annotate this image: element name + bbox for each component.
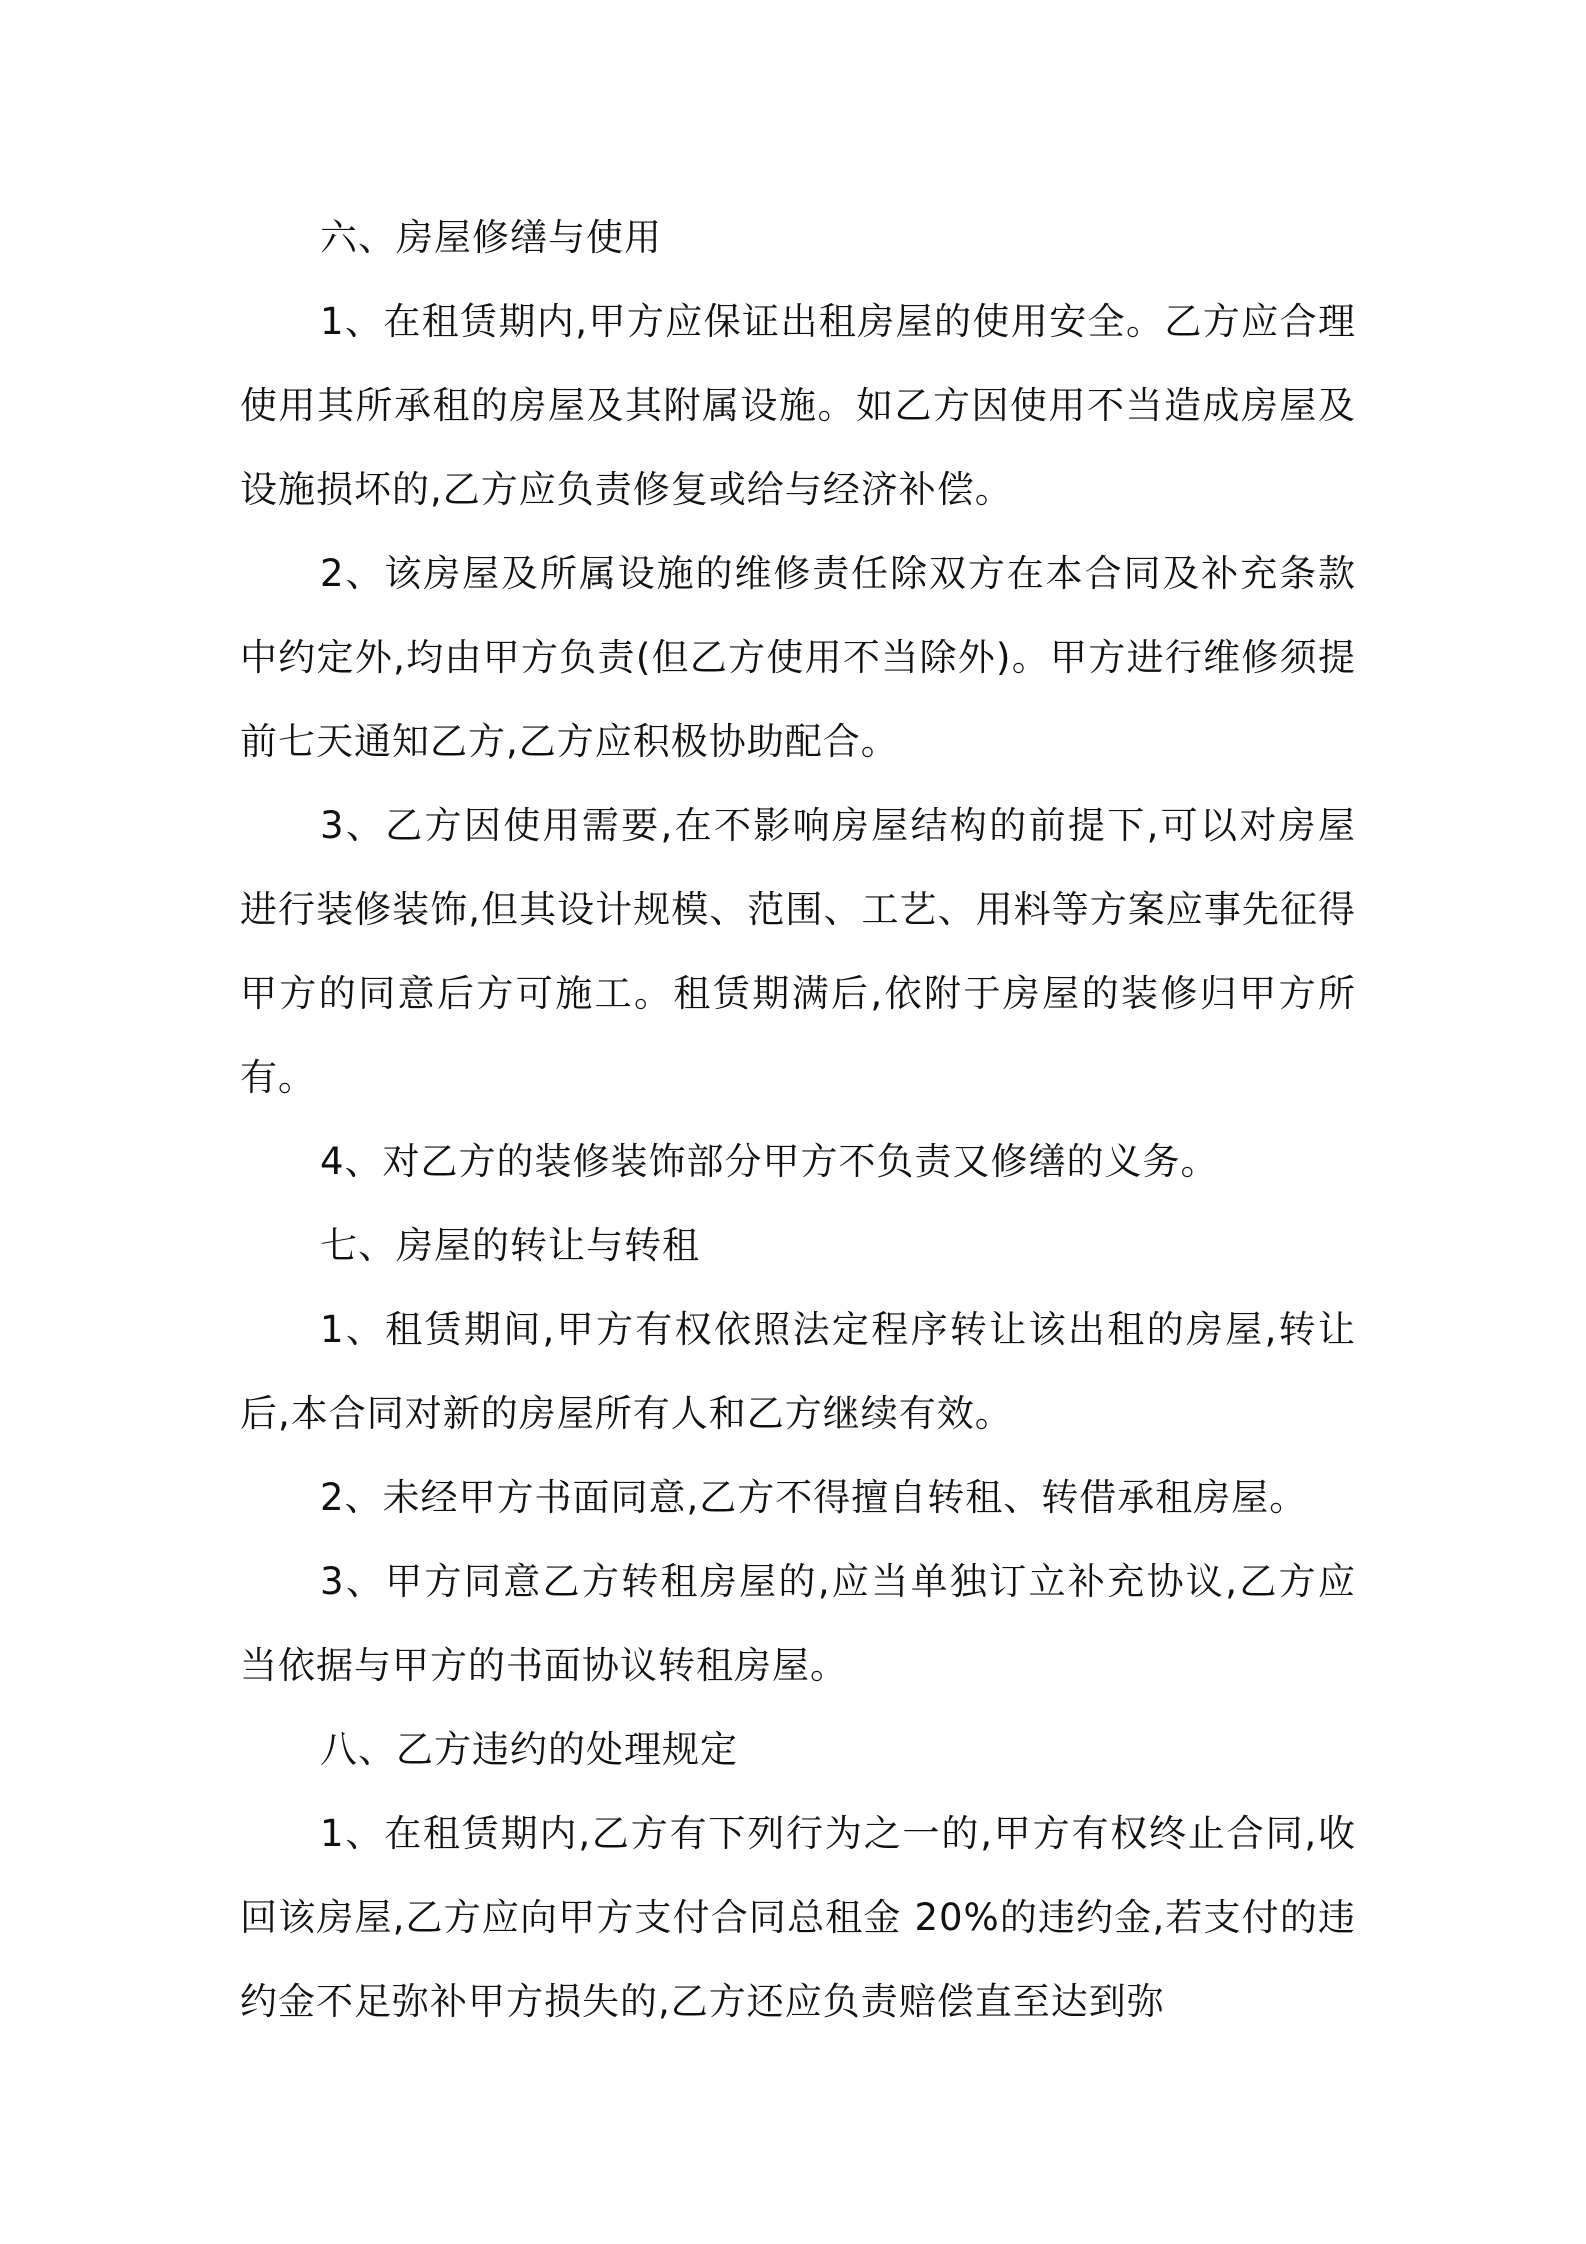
section-heading-8: 八、乙方违约的处理规定 xyxy=(320,1728,738,1771)
clause-6-1: 1、在租赁期内,甲方应保证出租房屋的使用安全。乙方应合理使用其所承租的房屋及其附属设施。如乙方因使用不当造成房屋及设施损坏的,乙方应负责修复或给与经济补偿。 xyxy=(240,300,1356,511)
clause-6-3: 3、乙方因使用需要,在不影响房屋结构的前提下,可以对房屋进行装修装饰,但其设计规模、范围、工艺、用料等方案应事先征得甲方的同意后方可施工。租赁期满后,依附于房屋的装修归甲方所有。 xyxy=(240,804,1356,1099)
clause-8-1: 1、在租赁期内,乙方有下列行为之一的,甲方有权终止合同,收回该房屋,乙方应向甲方支付合同总租金 20%的违约金,若支付的违约金不足弥补甲方损失的,乙方还应负责赔偿直至达到弥 xyxy=(240,1812,1356,2023)
document-body xyxy=(240,196,1356,2044)
clause-6-2: 2、该房屋及所属设施的维修责任除双方在本合同及补充条款中约定外,均由甲方负责(但乙方使用不当除外)。甲方进行维修须提前七天通知乙方,乙方应积极协助配合。 xyxy=(240,552,1356,763)
clause-6-4: 4、对乙方的装修装饰部分甲方不负责又修缮的义务。 xyxy=(320,1140,1219,1183)
section-heading-6: 六、房屋修缮与使用 xyxy=(320,216,662,259)
clause-7-3: 3、甲方同意乙方转租房屋的,应当单独订立补充协议,乙方应当依据与甲方的书面协议转租房屋。 xyxy=(240,1560,1356,1687)
clause-7-2: 2、未经甲方书面同意,乙方不得擅自转租、转借承租房屋。 xyxy=(320,1476,1308,1519)
clause-7-1: 1、租赁期间,甲方有权依照法定程序转让该出租的房屋,转让后,本合同对新的房屋所有人和乙方继续有效。 xyxy=(240,1308,1356,1435)
section-heading-7: 七、房屋的转让与转租 xyxy=(320,1224,700,1267)
